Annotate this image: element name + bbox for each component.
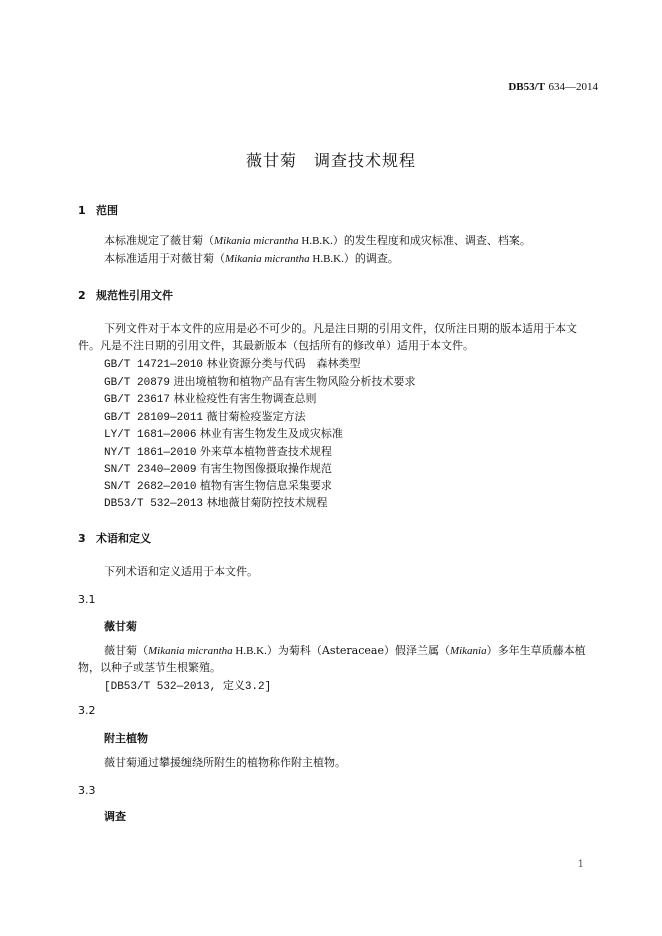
document-number: [508, 80, 598, 93]
term-definition: 薇甘菊通过攀援缠绕所附生的植物称作附主植物。: [104, 756, 346, 769]
doc-number: 634—2014: [548, 81, 598, 93]
section-title: 范围: [96, 204, 118, 217]
latin-name: Mikania micrantha: [148, 645, 233, 657]
reference-item: SN/T 2340—2009 有害生物图像摄取操作规范: [104, 462, 332, 476]
term-definition-line-2: 物，以种子或茎节生根繁殖。: [78, 661, 221, 674]
page-title: 薇甘菊 调查技术规程: [245, 151, 416, 170]
section-title: 术语和定义: [96, 532, 151, 545]
scope-paragraph-1: 本标准规定了薇甘菊（Mikania micrantha H.B.K.）的发生程度和成灾标准、调查、档案。: [104, 234, 531, 247]
reference-item: GB/T 14721—2010 林业资源分类与代码 森林类型: [104, 357, 361, 371]
term-name: 附主植物: [104, 732, 148, 745]
section-title: 规范性引用文件: [96, 289, 173, 302]
doc-prefix: DB53/T: [508, 81, 545, 93]
latin-genus: Mikania: [449, 645, 487, 657]
section-2-heading: [78, 287, 173, 303]
reference-item: SN/T 2682—2010 植物有害生物信息采集要求: [104, 479, 332, 493]
reference-item: GB/T 23617 林业检疫性有害生物调查总则: [104, 392, 317, 406]
term-definition-line-1: 薇甘菊（Mikania micrantha H.B.K.）为菊科（Asteraceae）假泽兰属（Mikania）多年生草质藤本植: [104, 644, 586, 657]
reference-item: DB53/T 532—2013 林地薇甘菊防控技术规程: [104, 496, 328, 510]
terms-intro: 下列术语和定义适用于本文件。: [104, 565, 258, 578]
latin-name: Mikania micrantha: [225, 253, 310, 265]
reference-item: NY/T 1861—2010 外来草本植物普查技术规程: [104, 445, 332, 459]
section-number: 3: [78, 532, 86, 545]
references-intro-line-1: 下列文件对于本文件的应用是必不可少的。凡是注日期的引用文件，仅所注日期的版本适用于本文: [104, 322, 577, 335]
section-1-heading: [78, 202, 118, 218]
references-intro-line-2: 件。凡是不注日期的引用文件，其最新版本（包括所有的修改单）适用于本文件。: [78, 339, 474, 352]
latin-name: Mikania micrantha: [214, 235, 299, 247]
term-name: 薇甘菊: [104, 620, 137, 633]
term-number: 3.1: [78, 593, 96, 606]
term-name: 调查: [104, 810, 126, 823]
term-number: 3.3: [78, 784, 96, 797]
term-source: [DB53/T 532—2013, 定义3.2]: [104, 681, 272, 693]
section-number: 2: [78, 289, 86, 302]
reference-item: GB/T 28109—2011 薇甘菊检疫鉴定方法: [104, 410, 306, 424]
scope-paragraph-2: 本标准适用于对薇甘菊（Mikania micrantha H.B.K.）的调查。: [104, 252, 399, 265]
reference-item: LY/T 1681—2006 林业有害生物发生及成灾标准: [104, 427, 343, 441]
section-3-heading: [78, 530, 151, 546]
reference-item: GB/T 20879 进出境植物和植物产品有害生物风险分析技术要求: [104, 375, 416, 389]
term-number: 3.2: [78, 704, 96, 717]
section-number: 1: [78, 204, 86, 217]
page-number: 1: [577, 859, 584, 870]
